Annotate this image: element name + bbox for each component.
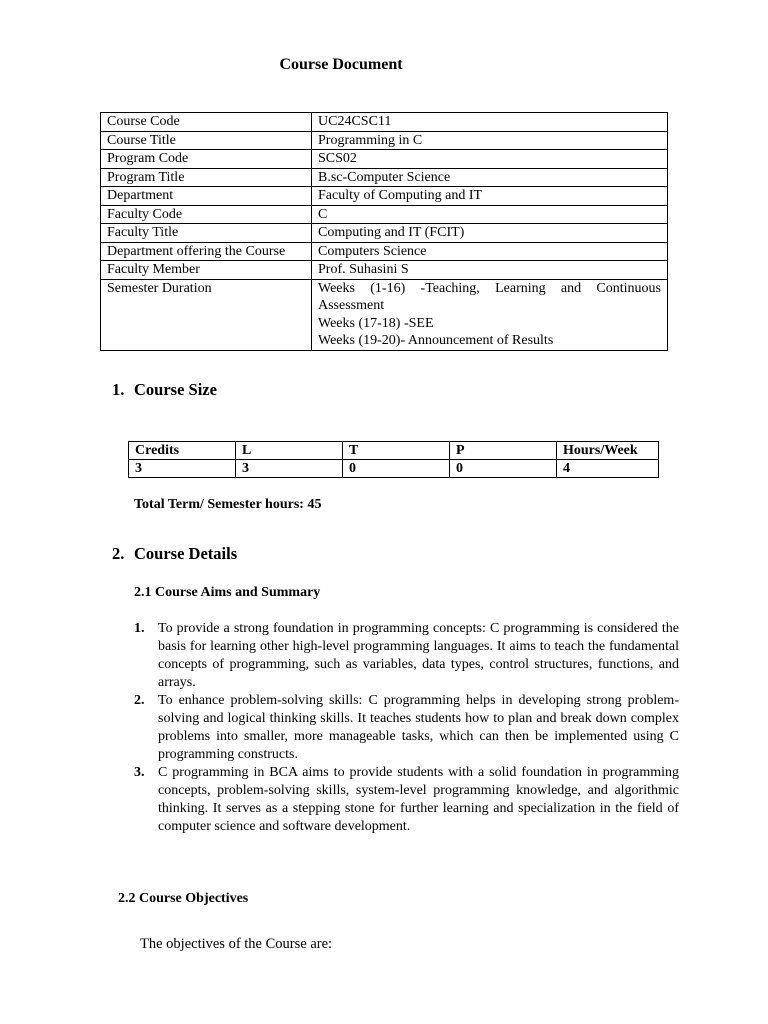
header-cell: P [450,442,557,460]
table-row [101,279,668,350]
info-value-cell [312,242,668,261]
objectives-intro: The objectives of the Course are: [140,936,333,952]
info-label-cell: Program Title [101,168,312,187]
info-label-cell: Course Title [101,131,312,150]
course-info-table [100,112,668,351]
info-value-line: SCS02 [318,151,357,166]
table-row [101,113,668,132]
total-semester-hours: Total Term/ Semester hours: 45 [134,497,322,512]
info-label-cell: Faculty Title [101,224,312,243]
document-title: Course Document [279,56,403,73]
course-size-value-row [129,460,659,478]
section-number: 2. [112,544,125,563]
list-item-text: C programming in BCA aims to provide students with a solid foundation in programming concepts, problem-solving skills, system-level programming knowledge, and algorithmic thinking. It serves as a stepping stone for further learning and specialization in the field of computer science and software development. [158,765,679,834]
info-value-cell [312,150,668,169]
info-label-cell: Department [101,187,312,206]
section-heading-course-details [112,544,237,564]
list-marker: 2. [134,693,145,708]
subheading-course-aims: 2.1 Course Aims and Summary [134,585,321,600]
info-label-cell: Faculty Member [101,261,312,280]
info-value-line: Programming in C [318,132,423,148]
header-cell: T [343,442,450,460]
list-item [134,764,679,836]
table-row [101,205,668,224]
section-title: Course Details [134,544,238,563]
info-value-cell [312,261,668,280]
table-row [101,224,668,243]
course-size-header-row [129,442,659,460]
course-info-table-body [101,113,668,351]
table-row [101,131,668,150]
info-value-line: UC24CSC11 [318,114,392,129]
info-value-cell [312,131,668,150]
value-cell: 4 [557,460,659,478]
section-title: Course Size [134,380,217,399]
list-marker: 3. [134,765,145,780]
info-value-line: Weeks (1-16) -Teaching, Learning and Continuous Assessment [318,280,661,313]
value-cell: 3 [129,460,236,478]
info-label-cell: Semester Duration [101,279,312,350]
list-item [134,692,679,764]
info-value-line: Faculty of Computing and IT [318,188,483,203]
header-cell: L [236,442,343,460]
table-row [101,150,668,169]
info-value-cell [312,205,668,224]
info-value-line: B.sc-Computer Science [318,169,451,185]
info-label-cell: Faculty Code [101,205,312,224]
table-row [101,261,668,280]
table-row [101,168,668,187]
table-row [101,187,668,206]
info-value-cell [312,279,668,350]
list-item [134,620,679,692]
info-label-cell: Course Code [101,113,312,132]
header-cell: Credits [129,442,236,460]
info-value-line: Weeks (17-18) -SEE [318,315,434,331]
list-item-text: To enhance problem-solving skills: C programming helps in developing strong problem-solving and logical thinking skills. It teaches students how to plan and break down complex problems into smaller, more manageable tasks, which can then be implemented using C programming constructs. [158,693,679,762]
info-value-cell [312,224,668,243]
info-value-line: Computing and IT (FCIT) [318,225,465,240]
subheading-course-objectives: 2.2 Course Objectives [118,891,249,906]
info-value-cell [312,168,668,187]
table-row [101,242,668,261]
course-size-table [128,441,659,478]
course-aims-list [134,620,679,836]
list-item-text: To provide a strong foundation in programming concepts: C programming is considered the basis for learning other high-level programming languages. It aims to teach the fundamental concepts of programming, such as variables, data types, control structures, functions, and arrays. [158,621,679,690]
info-label-cell: Program Code [101,150,312,169]
info-value-cell [312,187,668,206]
header-cell: Hours/Week [557,442,659,460]
value-cell: 0 [343,460,450,478]
value-cell: 0 [450,460,557,478]
section-number: 1. [112,380,125,399]
info-value-line: Computers Science [318,243,427,259]
list-marker: 1. [134,621,145,636]
value-cell: 3 [236,460,343,478]
section-heading-course-size [112,380,217,400]
info-label-cell: Department offering the Course [101,242,312,261]
info-value-cell [312,113,668,132]
info-value-line: Weeks (19-20)- Announcement of Results [318,333,554,348]
info-value-line: C [318,206,328,222]
info-value-line: Prof. Suhasini S [318,262,409,277]
